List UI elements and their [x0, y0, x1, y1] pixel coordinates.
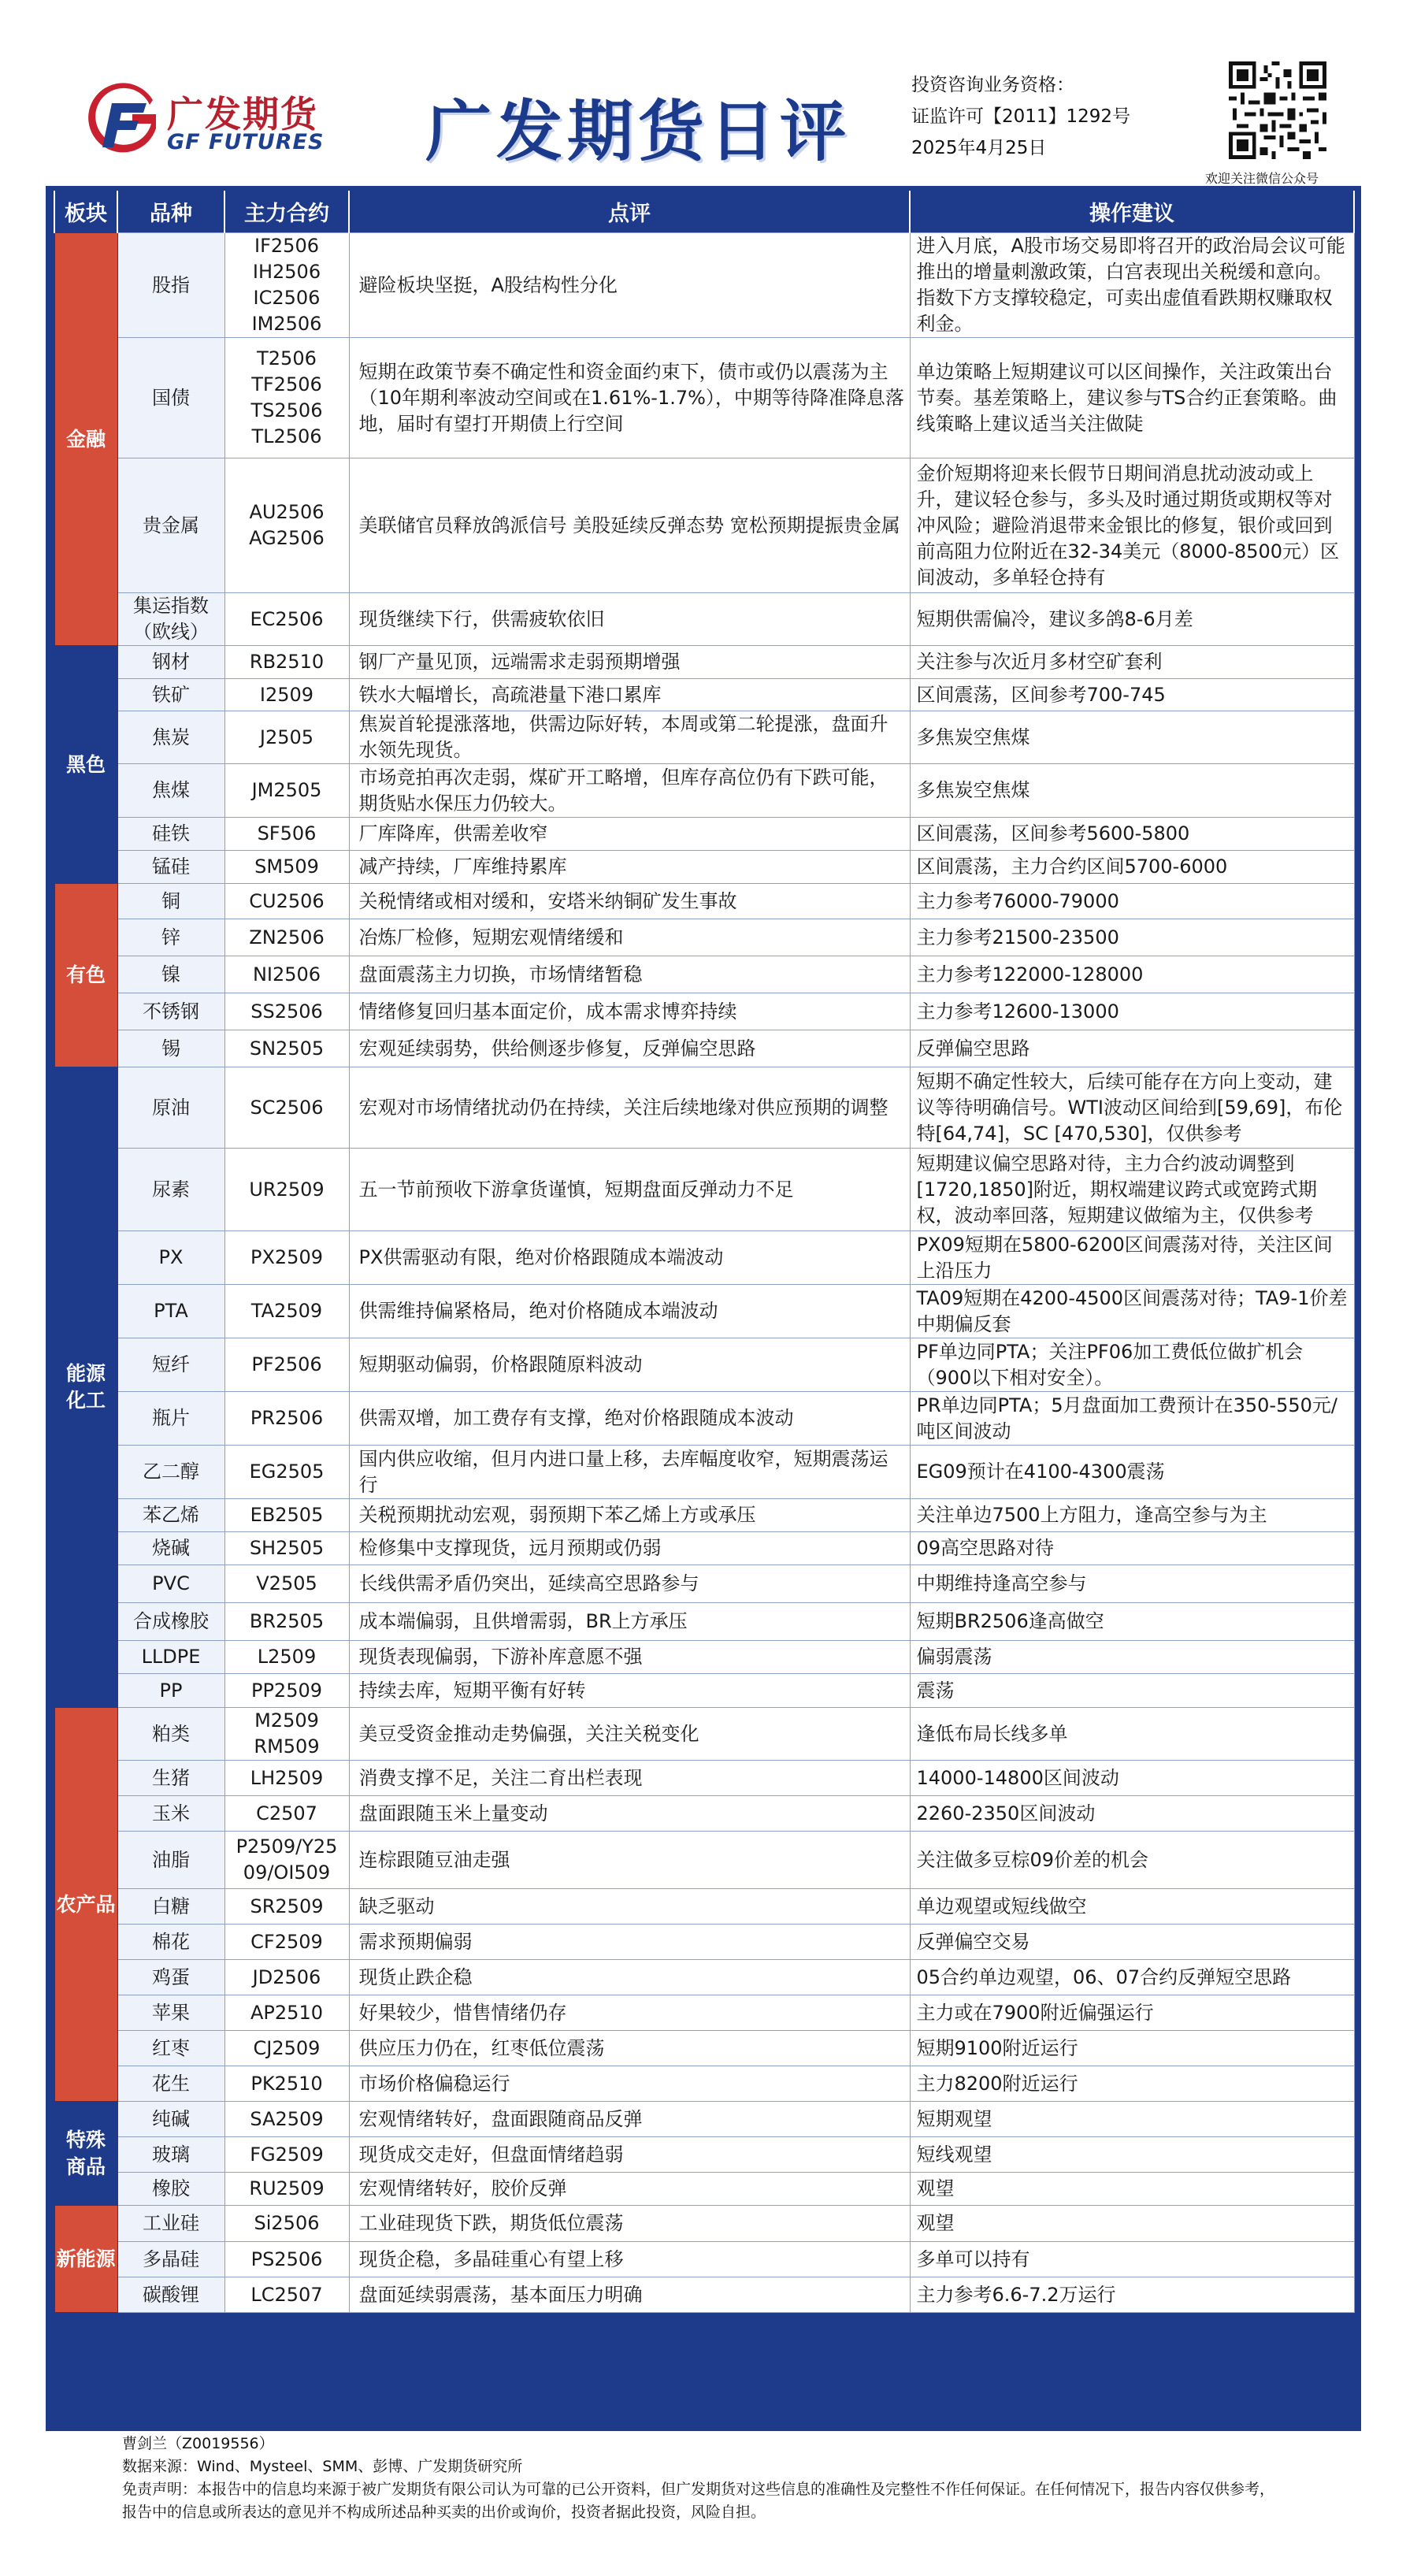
- contract-cell: TA2509: [224, 1285, 349, 1338]
- table-row: [54, 458, 1354, 593]
- contract-cell: SF506: [224, 818, 349, 851]
- advice-cell: 主力参考6.6-7.2万运行: [910, 2277, 1354, 2313]
- advice-cell: 14000-14800区间波动: [910, 1761, 1354, 1796]
- comment-cell: 供需维持偏紧格局，绝对价格随成本端波动: [349, 1285, 910, 1338]
- table-row: [54, 1446, 1354, 1499]
- advice-cell: 区间震荡，主力合约区间5700-6000: [910, 851, 1354, 884]
- advice-cell: 反弹偏空思路: [910, 1030, 1354, 1067]
- table-row: [54, 2242, 1354, 2277]
- table-row: [54, 1532, 1354, 1565]
- advice-cell: 偏弱震荡: [910, 1641, 1354, 1674]
- table-row: [54, 1285, 1354, 1338]
- table-row: [54, 1995, 1354, 2031]
- contract-cell: PS2506: [224, 2242, 349, 2277]
- contract-cell: LC2507: [224, 2277, 349, 2313]
- contract-cell: PP2509: [224, 1674, 349, 1708]
- comment-cell: 现货表现偏弱，下游补库意愿不强: [349, 1641, 910, 1674]
- variety-cell: 生猪: [117, 1761, 224, 1796]
- variety-cell: 多晶硅: [117, 2242, 224, 2277]
- table-row: [54, 764, 1354, 818]
- table-row: [54, 2102, 1354, 2137]
- contract-cell: Si2506: [224, 2206, 349, 2242]
- comment-cell: 宏观情绪转好，盘面跟随商品反弹: [349, 2102, 910, 2137]
- table-row: [54, 993, 1354, 1030]
- advice-cell: 短线观望: [910, 2137, 1354, 2173]
- variety-cell: 粕类: [117, 1708, 224, 1761]
- contract-cell: CU2506: [224, 884, 349, 919]
- comment-cell: 情绪修复回归基本面定价，成本需求博弈持续: [349, 993, 910, 1030]
- sector-cell: 黑色: [54, 646, 117, 884]
- footer-author: 曹剑兰（Z0019556）: [122, 2435, 274, 2452]
- comment-cell: 长线供需矛盾仍突出，延续高空思路参与: [349, 1565, 910, 1603]
- contract-cell: JD2506: [224, 1960, 349, 1995]
- comment-cell: 成本端偏弱，且供增需弱，BR上方承压: [349, 1603, 910, 1641]
- variety-cell: 不锈钢: [117, 993, 224, 1030]
- contract-cell: SA2509: [224, 2102, 349, 2137]
- sector-cell: 新能源: [54, 2206, 117, 2313]
- comment-cell: 盘面延续弱震荡，基本面压力明确: [349, 2277, 910, 2313]
- contract-cell: CJ2509: [224, 2031, 349, 2066]
- table-row: [54, 1832, 1354, 1889]
- variety-cell: 短纤: [117, 1338, 224, 1392]
- contract-cell: IF2506 IH2506 IC2506 IM2506: [224, 233, 349, 338]
- variety-cell: 焦炭: [117, 711, 224, 764]
- table-row: [54, 711, 1354, 764]
- advice-cell: 2260-2350区间波动: [910, 1796, 1354, 1832]
- comment-cell: 缺乏驱动: [349, 1889, 910, 1925]
- table-row: [54, 1708, 1354, 1761]
- comment-cell: 供应压力仍在，红枣低位震荡: [349, 2031, 910, 2066]
- contract-cell: PF2506: [224, 1338, 349, 1392]
- contract-cell: PK2510: [224, 2066, 349, 2102]
- contract-cell: RU2509: [224, 2173, 349, 2206]
- report-date: 2025年4月25日: [911, 138, 1047, 158]
- advice-cell: 单边观望或短线做空: [910, 1889, 1354, 1925]
- table-header-row: [54, 191, 1354, 233]
- table-row: [54, 1796, 1354, 1832]
- variety-cell: 合成橡胶: [117, 1603, 224, 1641]
- table-body: [54, 233, 1354, 2313]
- variety-cell: 白糖: [117, 1889, 224, 1925]
- advice-cell: 观望: [910, 2173, 1354, 2206]
- variety-cell: 红枣: [117, 2031, 224, 2066]
- table-row: [54, 1338, 1354, 1392]
- contract-cell: P2509/Y25 09/OI509: [224, 1832, 349, 1889]
- contract-cell: SC2506: [224, 1067, 349, 1149]
- advice-cell: 短期观望: [910, 2102, 1354, 2137]
- advice-cell: 关注参与次近月多材空矿套利: [910, 646, 1354, 679]
- comment-cell: PX供需驱动有限，绝对价格跟随成本端波动: [349, 1231, 910, 1285]
- table-row: [54, 1674, 1354, 1708]
- variety-cell: 瓶片: [117, 1392, 224, 1446]
- variety-cell: PVC: [117, 1565, 224, 1603]
- variety-cell: 锰硅: [117, 851, 224, 884]
- variety-cell: 钢材: [117, 646, 224, 679]
- comment-cell: 短期在政策节奏不确定性和资金面约束下，债市或仍以震荡为主（10年期利率波动空间或在1.61%-1.7%），中期等待降准降息落地，届时有望打开期债上行空间: [349, 338, 910, 458]
- contract-cell: FG2509: [224, 2137, 349, 2173]
- table-row: [54, 1761, 1354, 1796]
- table-row: [54, 1889, 1354, 1925]
- comment-cell: 盘面震荡主力切换，市场情绪暂稳: [349, 956, 910, 993]
- variety-cell: 铁矿: [117, 679, 224, 711]
- contract-cell: EB2505: [224, 1499, 349, 1532]
- variety-cell: 苯乙烯: [117, 1499, 224, 1532]
- comment-cell: 工业硅现货下跌，期货低位震荡: [349, 2206, 910, 2242]
- col-header-sector: 板块: [54, 191, 117, 233]
- variety-cell: 乙二醇: [117, 1446, 224, 1499]
- advice-cell: EG09预计在4100-4300震荡: [910, 1446, 1354, 1499]
- table-row: [54, 1603, 1354, 1641]
- variety-cell: 镍: [117, 956, 224, 993]
- advice-cell: 主力参考76000-79000: [910, 884, 1354, 919]
- variety-cell: 工业硅: [117, 2206, 224, 2242]
- col-header-variety: 品种: [117, 191, 224, 233]
- comment-cell: 盘面跟随玉米上量变动: [349, 1796, 910, 1832]
- comment-cell: 好果较少，惜售情绪仍存: [349, 1995, 910, 2031]
- footer-source: 数据来源：Wind、Mysteel、SMM、彭博、广发期货研究所: [122, 2458, 523, 2475]
- advice-cell: PF单边同PTA；关注PF06加工费低位做扩机会（900以下相对安全）。: [910, 1338, 1354, 1392]
- advice-cell: 主力参考12600-13000: [910, 993, 1354, 1030]
- contract-cell: SM509: [224, 851, 349, 884]
- table-row: [54, 1960, 1354, 1995]
- advice-cell: 短期供需偏冷，建议多鸽8-6月差: [910, 593, 1354, 646]
- comment-cell: 宏观延续弱势，供给侧逐步修复，反弹偏空思路: [349, 1030, 910, 1067]
- variety-cell: 橡胶: [117, 2173, 224, 2206]
- contract-cell: SR2509: [224, 1889, 349, 1925]
- table-row: [54, 2206, 1354, 2242]
- table-row: [54, 1925, 1354, 1960]
- comment-cell: 持续去库，短期平衡有好转: [349, 1674, 910, 1708]
- table-row: [54, 1231, 1354, 1285]
- contract-cell: BR2505: [224, 1603, 349, 1641]
- comment-cell: 国内供应收缩，但月内进口量上移，去库幅度收窄，短期震荡运行: [349, 1446, 910, 1499]
- variety-cell: PP: [117, 1674, 224, 1708]
- advice-cell: 主力或在7900附近偏强运行: [910, 1995, 1354, 2031]
- advice-cell: 关注单边7500上方阻力，逢高空参与为主: [910, 1499, 1354, 1532]
- sector-cell: 能源 化工: [54, 1067, 117, 1708]
- license-info: [911, 69, 1130, 164]
- comment-cell: 宏观情绪转好，胶价反弹: [349, 2173, 910, 2206]
- comment-cell: 需求预期偏弱: [349, 1925, 910, 1960]
- comment-cell: 现货继续下行，供需疲软依旧: [349, 593, 910, 646]
- advice-cell: PR单边同PTA；5月盘面加工费预计在350-550元/吨区间波动: [910, 1392, 1354, 1446]
- variety-cell: 苹果: [117, 1995, 224, 2031]
- contract-cell: LH2509: [224, 1761, 349, 1796]
- table-row: [54, 851, 1354, 884]
- advice-cell: 金价短期将迎来长假节日期间消息扰动波动或上升，建议轻仓参与，多头及时通过期货或期权等对冲风险；避险消退带来金银比的修复，银价或回到前高阻力位附近在32-34美元（8000-8500元）区间波动，多单轻仓持有: [910, 458, 1354, 593]
- variety-cell: LLDPE: [117, 1641, 224, 1674]
- comment-cell: 短期驱动偏弱，价格跟随原料波动: [349, 1338, 910, 1392]
- table-row: [54, 1067, 1354, 1149]
- contract-cell: SS2506: [224, 993, 349, 1030]
- contract-cell: AP2510: [224, 1995, 349, 2031]
- variety-cell: 纯碱: [117, 2102, 224, 2137]
- variety-cell: 碳酸锂: [117, 2277, 224, 2313]
- contract-cell: SH2505: [224, 1532, 349, 1565]
- contract-cell: PR2506: [224, 1392, 349, 1446]
- comment-cell: 冶炼厂检修，短期宏观情绪缓和: [349, 919, 910, 956]
- report-header: [0, 0, 1406, 186]
- table-row: [54, 2277, 1354, 2313]
- contract-cell: I2509: [224, 679, 349, 711]
- comment-cell: 厂库降库，供需差收窄: [349, 818, 910, 851]
- advice-cell: 05合约单边观望，06、07合约反弹短空思路: [910, 1960, 1354, 1995]
- variety-cell: 烧碱: [117, 1532, 224, 1565]
- variety-cell: PX: [117, 1231, 224, 1285]
- variety-cell: 尿素: [117, 1149, 224, 1231]
- comment-cell: 美豆受资金推动走势偏强，关注关税变化: [349, 1708, 910, 1761]
- advice-cell: 短期9100附近运行: [910, 2031, 1354, 2066]
- comment-cell: 关税预期扰动宏观，弱预期下苯乙烯上方或承压: [349, 1499, 910, 1532]
- contract-cell: T2506 TF2506 TS2506 TL2506: [224, 338, 349, 458]
- comment-cell: 现货止跌企稳: [349, 1960, 910, 1995]
- commentary-table: [54, 191, 1355, 2313]
- comment-cell: 减产持续，厂库维持累库: [349, 851, 910, 884]
- advice-cell: 关注做多豆棕09价差的机会: [910, 1832, 1354, 1889]
- sector-cell: 有色: [54, 884, 117, 1067]
- comment-cell: 现货企稳，多晶硅重心有望上移: [349, 2242, 910, 2277]
- comment-cell: 关税情绪或相对缓和，安塔米纳铜矿发生事故: [349, 884, 910, 919]
- advice-cell: 逢低布局长线多单: [910, 1708, 1354, 1761]
- table-row: [54, 646, 1354, 679]
- qr-code-icon: [1229, 61, 1326, 159]
- table-row: [54, 593, 1354, 646]
- license-line-1: 投资咨询业务资格：: [911, 75, 1074, 95]
- variety-cell: 锌: [117, 919, 224, 956]
- comment-cell: 焦炭首轮提涨落地，供需边际好转，本周或第二轮提涨，盘面升水领先现货。: [349, 711, 910, 764]
- table-row: [54, 2137, 1354, 2173]
- table-row: [54, 884, 1354, 919]
- logo-text-cn: 广发期货: [167, 93, 318, 135]
- table-row: [54, 956, 1354, 993]
- variety-cell: 玉米: [117, 1796, 224, 1832]
- advice-cell: 进入月底，A股市场交易即将召开的政治局会议可能推出的增量刺激政策，白宫表现出关税缓和意向。指数下方支撑较稳定，可卖出虚值看跌期权赚取权利金。: [910, 233, 1354, 338]
- advice-cell: 区间震荡，区间参考5600-5800: [910, 818, 1354, 851]
- table-row: [54, 233, 1354, 338]
- variety-cell: 集运指数 （欧线）: [117, 593, 224, 646]
- col-header-comment: 点评: [349, 191, 910, 233]
- report-footer: [122, 2433, 1335, 2524]
- table-row: [54, 2066, 1354, 2102]
- contract-cell: M2509 RM509: [224, 1708, 349, 1761]
- comment-cell: 供需双增，加工费存有支撑，绝对价格跟随成本波动: [349, 1392, 910, 1446]
- table-row: [54, 1030, 1354, 1067]
- comment-cell: 五一节前预收下游拿货谨慎，短期盘面反弹动力不足: [349, 1149, 910, 1231]
- advice-cell: 多焦炭空焦煤: [910, 711, 1354, 764]
- variety-cell: 硅铁: [117, 818, 224, 851]
- contract-cell: CF2509: [224, 1925, 349, 1960]
- advice-cell: 短期建议偏空思路对待，主力合约波动调整到[1720,1850]附近，期权端建议跨式或宽跨式期权，波动率回落，短期建议做缩为主，仅供参考: [910, 1149, 1354, 1231]
- table-row: [54, 2173, 1354, 2206]
- variety-cell: 国债: [117, 338, 224, 458]
- variety-cell: PTA: [117, 1285, 224, 1338]
- sector-cell: 农产品: [54, 1708, 117, 2102]
- contract-cell: UR2509: [224, 1149, 349, 1231]
- variety-cell: 铜: [117, 884, 224, 919]
- col-header-contract: 主力合约: [224, 191, 349, 233]
- advice-cell: 中期维持逢高空参与: [910, 1565, 1354, 1603]
- contract-cell: J2505: [224, 711, 349, 764]
- advice-cell: 09高空思路对待: [910, 1532, 1354, 1565]
- advice-cell: 多焦炭空焦煤: [910, 764, 1354, 818]
- variety-cell: 玻璃: [117, 2137, 224, 2173]
- contract-cell: RB2510: [224, 646, 349, 679]
- advice-cell: 单边策略上短期建议可以区间操作，关注政策出台节奏。基差策略上，建议参与TS合约正套策略。曲线策略上建议适当关注做陡: [910, 338, 1354, 458]
- variety-cell: 花生: [117, 2066, 224, 2102]
- logo-text-en: GF FUTURES: [167, 130, 325, 154]
- contract-cell: AU2506 AG2506: [224, 458, 349, 593]
- variety-cell: 原油: [117, 1067, 224, 1149]
- table-row: [54, 1392, 1354, 1446]
- table-row: [54, 919, 1354, 956]
- advice-cell: 震荡: [910, 1674, 1354, 1708]
- variety-cell: 棉花: [117, 1925, 224, 1960]
- sector-cell: 特殊 商品: [54, 2102, 117, 2206]
- variety-cell: 贵金属: [117, 458, 224, 593]
- advice-cell: 区间震荡，区间参考700-745: [910, 679, 1354, 711]
- contract-cell: EC2506: [224, 593, 349, 646]
- advice-cell: 短期不确定性较大，后续可能存在方向上变动，建议等待明确信号。WTI波动区间给到[59,69]，布伦特[64,74]，SC [470,530]，仅供参考: [910, 1067, 1354, 1149]
- variety-cell: 油脂: [117, 1832, 224, 1889]
- contract-cell: SN2505: [224, 1030, 349, 1067]
- variety-cell: 股指: [117, 233, 224, 338]
- comment-cell: 市场竞拍再次走弱，煤矿开工略增，但库存高位仍有下跌可能，期货贴水保压力仍较大。: [349, 764, 910, 818]
- contract-cell: PX2509: [224, 1231, 349, 1285]
- table-row: [54, 338, 1354, 458]
- table-row: [54, 1565, 1354, 1603]
- table-row: [54, 679, 1354, 711]
- qr-label: 欢迎关注微信公众号: [1205, 171, 1319, 186]
- contract-cell: V2505: [224, 1565, 349, 1603]
- footer-disclaimer-1: 免责声明：本报告中的信息均来源于被广发期货有限公司认为可靠的已公开资料，但广发期货对这些信息的准确性及完整性不作任何保证。在任何情况下，报告内容仅供参考，: [122, 2481, 1275, 2498]
- contract-cell: ZN2506: [224, 919, 349, 956]
- comment-cell: 美联储官员释放鸽派信号 美股延续反弹态势 宽松预期提振贵金属: [349, 458, 910, 593]
- company-logo: [88, 83, 340, 158]
- advice-cell: PX09短期在5800-6200区间震荡对待，关注区间上沿压力: [910, 1231, 1354, 1285]
- license-line-2: 证监许可【2011】1292号: [911, 106, 1131, 127]
- comment-cell: 钢厂产量见顶，远端需求走弱预期增强: [349, 646, 910, 679]
- comment-cell: 铁水大幅增长，高疏港量下港口累库: [349, 679, 910, 711]
- contract-cell: EG2505: [224, 1446, 349, 1499]
- comment-cell: 避险板块坚挺，A股结构性分化: [349, 233, 910, 338]
- advice-cell: 主力8200附近运行: [910, 2066, 1354, 2102]
- advice-cell: 短期BR2506逢高做空: [910, 1603, 1354, 1641]
- contract-cell: L2509: [224, 1641, 349, 1674]
- table-row: [54, 1499, 1354, 1532]
- comment-cell: 现货成交走好，但盘面情绪趋弱: [349, 2137, 910, 2173]
- footer-disclaimer-2: 报告中的信息或所表达的意见并不构成所述品种买卖的出价或询价，投资者据此投资，风险自担。: [122, 2504, 766, 2521]
- col-header-advice: 操作建议: [910, 191, 1354, 233]
- table-row: [54, 818, 1354, 851]
- variety-cell: 锡: [117, 1030, 224, 1067]
- gf-logo-icon: [88, 83, 161, 155]
- page-title: 广发期货日评: [425, 93, 851, 170]
- advice-cell: 多单可以持有: [910, 2242, 1354, 2277]
- table-row: [54, 1149, 1354, 1231]
- table-row: [54, 1641, 1354, 1674]
- contract-cell: NI2506: [224, 956, 349, 993]
- advice-cell: TA09短期在4200-4500区间震荡对待；TA9-1价差中期偏反套: [910, 1285, 1354, 1338]
- sector-cell: 金融: [54, 233, 117, 646]
- advice-cell: 观望: [910, 2206, 1354, 2242]
- comment-cell: 宏观对市场情绪扰动仍在持续，关注后续地缘对供应预期的调整: [349, 1067, 910, 1149]
- variety-cell: 焦煤: [117, 764, 224, 818]
- variety-cell: 鸡蛋: [117, 1960, 224, 1995]
- table-row: [54, 2031, 1354, 2066]
- comment-cell: 市场价格偏稳运行: [349, 2066, 910, 2102]
- advice-cell: 主力参考122000-128000: [910, 956, 1354, 993]
- comment-cell: 检修集中支撑现货，远月预期或仍弱: [349, 1532, 910, 1565]
- advice-cell: 反弹偏空交易: [910, 1925, 1354, 1960]
- comment-cell: 连棕跟随豆油走强: [349, 1832, 910, 1889]
- comment-cell: 消费支撑不足，关注二育出栏表现: [349, 1761, 910, 1796]
- contract-cell: JM2505: [224, 764, 349, 818]
- contract-cell: C2507: [224, 1796, 349, 1832]
- advice-cell: 主力参考21500-23500: [910, 919, 1354, 956]
